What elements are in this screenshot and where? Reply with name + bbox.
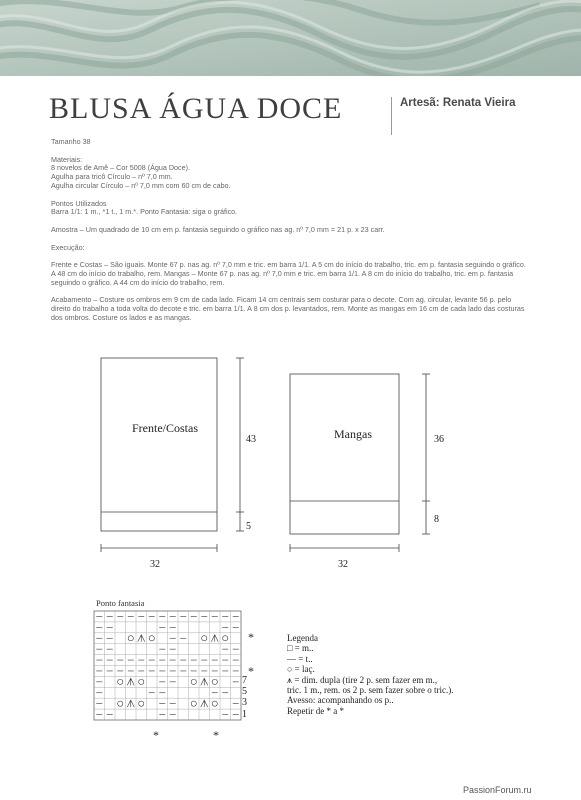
yarn-over-symbol	[139, 701, 144, 706]
watermark: PassionForum.ru	[463, 785, 532, 795]
double-decrease-symbol	[211, 635, 218, 642]
stitch-chart	[94, 611, 241, 720]
double-decrease-symbol	[138, 635, 145, 642]
chart-caption: Ponto fantasia	[96, 598, 145, 608]
yarn-over-symbol	[191, 679, 196, 684]
double-decrease-symbol	[127, 700, 134, 707]
front-back-piece	[101, 358, 217, 531]
repeat-marker: *	[213, 728, 219, 742]
size-text: Tamanho 38	[51, 137, 91, 146]
yarn-over-symbol	[202, 636, 207, 641]
legend-repeat: Repetir de * a *	[287, 705, 344, 716]
sleeve-label: Mangas	[334, 427, 372, 441]
double-decrease-symbol	[201, 700, 208, 707]
sleeve-height-label: 36	[434, 434, 444, 445]
front-height-label: 43	[246, 434, 256, 445]
legend-purl: — = t..	[287, 653, 313, 664]
repeat-marker: *	[248, 630, 254, 644]
yarn-over-symbol	[118, 679, 123, 684]
legend-double-decrease-cont: tric. 1 m., rem. os 2 p. sem fazer sobre o tric.).	[287, 685, 454, 696]
yarn-over-symbol	[212, 701, 217, 706]
materials-line: Agulha para tricô Círculo – nº 7,0 mm.	[51, 172, 173, 182]
row-number: 5	[242, 686, 247, 697]
repeat-marker: *	[248, 664, 254, 678]
materials-heading: Materiais:	[51, 154, 83, 164]
double-decrease-symbol	[127, 678, 134, 685]
row-number: 7	[242, 675, 247, 686]
execution-heading: Execução:	[51, 242, 85, 252]
front-rib-label: 5	[246, 521, 251, 532]
sleeve-width-label: 32	[338, 559, 348, 570]
front-width-label: 32	[150, 559, 160, 570]
author-credit: Artesã: Renata Vieira	[400, 97, 516, 109]
yarn-over-symbol	[118, 701, 123, 706]
sleeve-rib-label: 8	[434, 514, 439, 525]
finishing-text: Acabamento – Costure os ombros em 9 cm de cada lado. Ficam 14 cm centrais sem costurar para o decote. Com ag. circular, levante 56 p. pelo direito do trabalho a toda volta do decote e tric. em barra 1/1. A 8 cm dos p. levantados, rem. Monte as mangas em 16 cm de cada lado das costuras dos ombros. Costure os lados e as mangas.	[51, 295, 525, 322]
stitches-heading: Pontos Utilizados	[51, 198, 107, 208]
row-number: 1	[242, 709, 247, 720]
stitches-text: Barra 1/1: 1 m., *1 t., 1 m.*. Ponto Fantasia: siga o gráfico.	[51, 207, 238, 217]
row-number: 3	[242, 697, 247, 708]
yarn-over-symbol	[139, 679, 144, 684]
front-back-label: Frente/Costas	[132, 421, 198, 435]
legend-knit: □ = m..	[287, 643, 314, 654]
chart-legend	[287, 633, 453, 716]
execution-text: Frente e Costas – São iguais. Monte 67 p. nas ag. nº 7,0 mm e tric. em barra 1/1. A 5 cm do início do trabalho, tric. em p. fantasia seguindo o gráfico. A 48 cm do início do trabalho, rem. Mangas – Monte 67 p. nas ag. nº 7,0 mm e tric. em barra 1/1. A 8 cm do início do trabalho, tric. em p. fantasia seguindo o gráfico. A 44 cm do início do trabalho, rem.	[51, 260, 526, 287]
double-decrease-symbol	[201, 678, 208, 685]
yarn-over-symbol	[212, 679, 217, 684]
materials-line: Agulha circular Círculo – nº 7,0 mm com 60 cm de cabo.	[51, 180, 231, 190]
legend-yarn-over: ○ = laç.	[287, 664, 315, 675]
materials-line: 8 novelos de Amê – Cor 5008 (Água Doce).	[51, 163, 191, 173]
legend-wrong-side: Avesso: acompanhando os p..	[287, 695, 394, 706]
legend-double-decrease: ⩚ = dim. dupla (tire 2 p. sem fazer em m.,	[287, 674, 438, 685]
sleeve-piece	[290, 374, 399, 534]
yarn-over-symbol	[223, 636, 228, 641]
yarn-over-symbol	[128, 636, 133, 641]
repeat-marker: *	[153, 728, 159, 742]
page-title: BLUSA ÁGUA DOCE	[49, 92, 343, 125]
legend-title: Legenda	[287, 633, 318, 643]
yarn-over-symbol	[149, 636, 154, 641]
gauge-text: Amostra – Um quadrado de 10 cm em p. fantasia seguindo o gráfico nas ag. nº 7,0 mm = 21 p. x 23 carr.	[51, 224, 385, 234]
yarn-over-symbol	[191, 701, 196, 706]
